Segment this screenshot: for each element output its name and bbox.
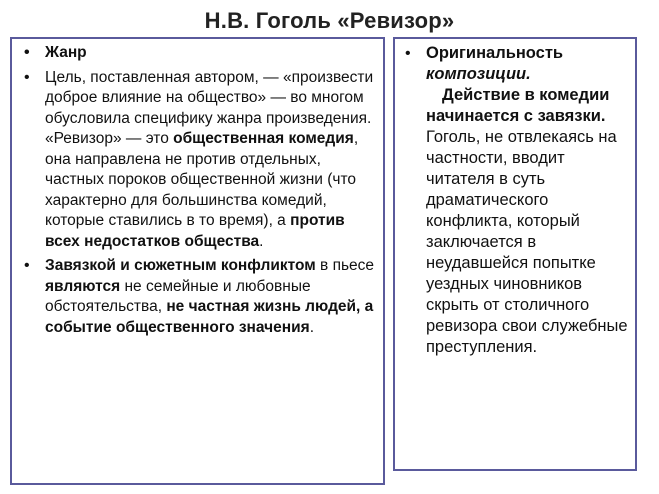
conflict-text-2: не семейные и любовные обстоятельства,	[45, 277, 311, 315]
conflict-text-3: .	[309, 318, 315, 336]
genre-label: Жанр	[45, 44, 87, 61]
right-text-box	[393, 37, 637, 471]
composition-paragraph	[426, 85, 629, 358]
composition-heading-line2: композиции.	[426, 65, 531, 83]
left-bullet-list	[12, 39, 383, 338]
author-goal-text-3: .	[259, 232, 264, 250]
page-title: Н.В. Гоголь «Ревизор»	[204, 8, 455, 33]
composition-bold: Действие в комедии начинается с завязки.	[426, 86, 610, 125]
conflict-text-1: в пьесе	[315, 257, 375, 274]
conflict-bold-3: не частная жизнь людей, а событие общественного значения	[45, 298, 374, 336]
author-goal-bold-1: общественная комедия	[173, 130, 354, 147]
author-goal-bold-2: против всех недостатков общества	[45, 212, 345, 250]
right-bullet-list	[395, 39, 635, 358]
conflict-bold-2: являются	[45, 277, 121, 295]
composition-heading-line1: Оригинальность	[426, 44, 564, 62]
bullet-genre	[24, 43, 375, 64]
bullet-author-goal	[24, 68, 375, 253]
composition-text: Гоголь, не отвлекаясь на частности, вводит читателя в суть драматического конфликта, который заключается в неудавшейся попытке уездных чиновников скрыть от столичного ревизора свои служебные преступления.	[426, 128, 628, 356]
conflict-bold-1: Завязкой и сюжетным конфликтом	[45, 257, 316, 274]
author-goal-text-1: Цель, поставленная автором, — «произвести доброе влияние на общество» — во многом обусловила специфику жанра произведения. «Ревизор» — это	[45, 68, 374, 147]
author-goal-text-2: , она направлена не против отдельных, частных пороков общественной жизни (что характерно для большинства комедий, которые ставились в то время), а	[45, 130, 359, 229]
bullet-conflict	[24, 256, 375, 338]
bullet-composition	[405, 43, 629, 358]
left-text-box	[10, 37, 385, 485]
